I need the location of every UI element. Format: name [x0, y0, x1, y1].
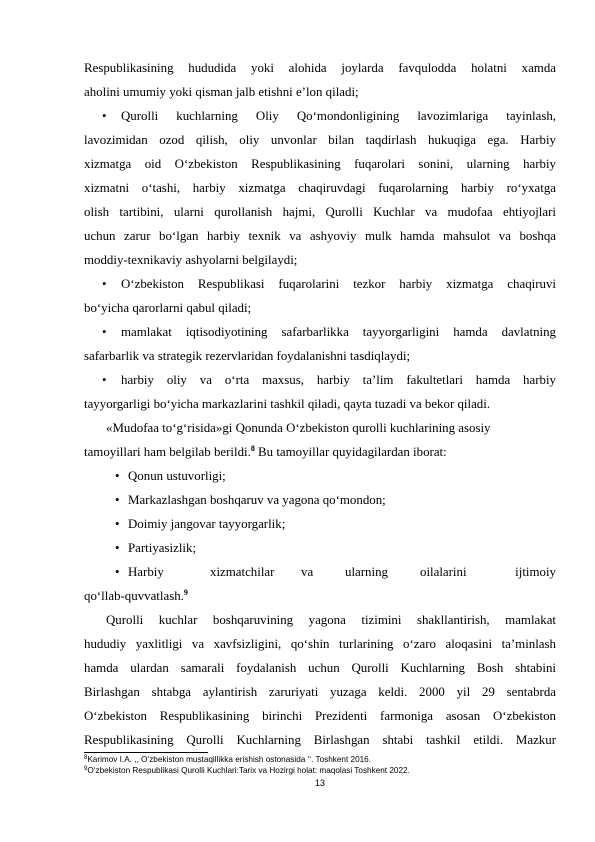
bullet-icon: •	[102, 373, 107, 387]
bullet-icon: •	[115, 469, 120, 483]
footnote-text: Karimov I.A. ,, O‘zbekiston mustaqillikka erishish ostonasida ‘‘. Toshkent 2016.	[87, 755, 372, 764]
paragraph-line: tayyorgarligi bo‘yicha markazlarini tashkil qiladi, qayta tuzadi va bekor qiladi.	[84, 397, 491, 411]
paragraph-line: bo‘yicha qarorlarni qabul qiladi;	[84, 301, 252, 315]
bullet-item	[84, 488, 556, 512]
footnote-9	[84, 765, 556, 778]
bullet-item	[84, 512, 556, 536]
bullet-text: Doimiy jangovar tayyorgarlik;	[128, 517, 286, 531]
bullet-icon: •	[115, 493, 120, 507]
bullet-item	[84, 272, 556, 296]
bullet-text: Markazlashgan boshqaruv va yagona qo‘mondon;	[128, 493, 386, 507]
paragraph-text: qo‘llab-quvvatlash.	[84, 589, 184, 603]
bullet-text: harbiy oliy va o‘rta maxsus, harbiy ta’lim fakultetlari hamda harbiy	[121, 373, 556, 387]
page-number: 13	[314, 778, 325, 788]
bullet-text: ularning	[345, 565, 388, 579]
bullet-icon: •	[115, 517, 120, 531]
paragraph-line: hududiy yaxlitligi va xavfsizligini, qo‘shin turlarining o‘zaro aloqasini ta’minlash	[84, 637, 556, 651]
bullet-text: mamlakat iqtisodiyotining safarbarlikka tayyorgarligini hamda davlatning	[121, 325, 556, 339]
bullet-text: oilalarini	[420, 565, 467, 579]
footnote-ref-9[interactable]: 9	[183, 588, 188, 597]
paragraph-line: xizmatga oid O‘zbekiston Respublikasining fuqarolari sonini, ularning harbiy	[84, 157, 556, 171]
footnote-ref-8[interactable]: 8	[250, 444, 255, 453]
footnote-number: 8	[84, 755, 88, 761]
paragraph-line: xizmatni o‘tashi, harbiy xizmatga chaqiruvdagi fuqarolarning harbiy ro‘yxatga	[84, 181, 556, 195]
bullet-item	[84, 320, 556, 344]
paragraph-line	[84, 416, 556, 440]
bullet-text: O‘zbekiston Respublikasi fuqarolarini tezkor harbiy xizmatga chaqiruvi	[121, 277, 556, 291]
paragraph-text: Qurolli kuchlar boshqaruvining yagona tizimini shakllantirish, mamlakat	[106, 613, 556, 627]
bullet-icon: •	[102, 277, 107, 291]
bullet-item	[84, 104, 556, 128]
paragraph-line	[84, 440, 556, 464]
paragraph-line: Respublikasining Qurolli Kuchlarning Birlashgan shtabi tashkil etildi. Mazkur	[84, 733, 556, 747]
bullet-icon: •	[115, 565, 120, 579]
paragraph-line: moddiy-texnikaviy ashyolarni belgilaydi;	[84, 253, 298, 267]
bullet-text: Qonun ustuvorligi;	[128, 469, 226, 483]
bullet-text: ijtimoiy	[515, 565, 556, 579]
paragraph-line: O‘zbekiston Respublikasining birinchi Prezidenti farmoniga asosan O‘zbekiston	[84, 709, 556, 723]
bullet-item	[84, 464, 556, 488]
bullet-item	[84, 560, 556, 584]
paragraph-line: aholini umumiy yoki qisman jalb etishni e’lon qiladi;	[84, 85, 359, 99]
bullet-icon: •	[115, 541, 120, 555]
bullet-text: Qurolli kuchlarning Oliy Qo‘mondonligining lavozimlariga tayinlash,	[121, 109, 556, 123]
paragraph-line: safarbarlik va strategik rezervlaridan foydalanishni tasdiqlaydi;	[84, 349, 411, 363]
bullet-text: xizmatchilar	[210, 565, 275, 579]
paragraph-line: Respublikasining hududida yoki alohida joylarda favqulodda holatni xamda	[84, 61, 556, 75]
paragraph-line	[84, 584, 556, 608]
paragraph-line	[84, 608, 556, 632]
bullet-item	[84, 368, 556, 392]
bullet-text: Partiyasizlik;	[128, 541, 197, 555]
footnote-number: 9	[84, 766, 88, 772]
paragraph-line: hamda ulardan samarali foydalanish uchun Qurolli Kuchlarning Bosh shtabini	[84, 661, 556, 675]
paragraph-text: Bu tamoyillar quyidagilardan iborat:	[254, 445, 447, 459]
paragraph-line: Birlashgan shtabga aylantirish zaruriyati yuzaga keldi. 2000 yil 29 sentabrda	[84, 685, 556, 699]
bullet-icon: •	[102, 109, 107, 123]
paragraph-text: tamoyillari ham belgilab berildi.	[84, 445, 251, 459]
footnote-text: O‘zbekiston Respublikasi Qurolli Kuchlari:Tarix va Hozirgi holat: maqolasi Toshkent 2022.	[87, 766, 410, 775]
paragraph-line: uchun zarur bo‘lgan harbiy texnik va ashyoviy mulk hamda mahsulot va boshqa	[84, 229, 556, 243]
footnote-divider	[84, 752, 208, 753]
bullet-text: Harbiy	[128, 565, 164, 579]
paragraph-line: olish tartibini, ularni qurollanish hajmi, Qurolli Kuchlar va mudofaa ehtiyojlari	[84, 205, 556, 219]
paragraph-line: lavozimidan ozod qilish, oliy unvonlar bilan taqdirlash hukuqiga ega. Harbiy	[84, 133, 556, 147]
bullet-text: va	[301, 565, 314, 579]
paragraph-text: «Mudofaa to‘g‘risida»gi Qonunda O‘zbekiston qurolli kuchlarining asosiy	[106, 421, 491, 435]
bullet-item	[84, 536, 556, 560]
bullet-icon: •	[102, 325, 107, 339]
